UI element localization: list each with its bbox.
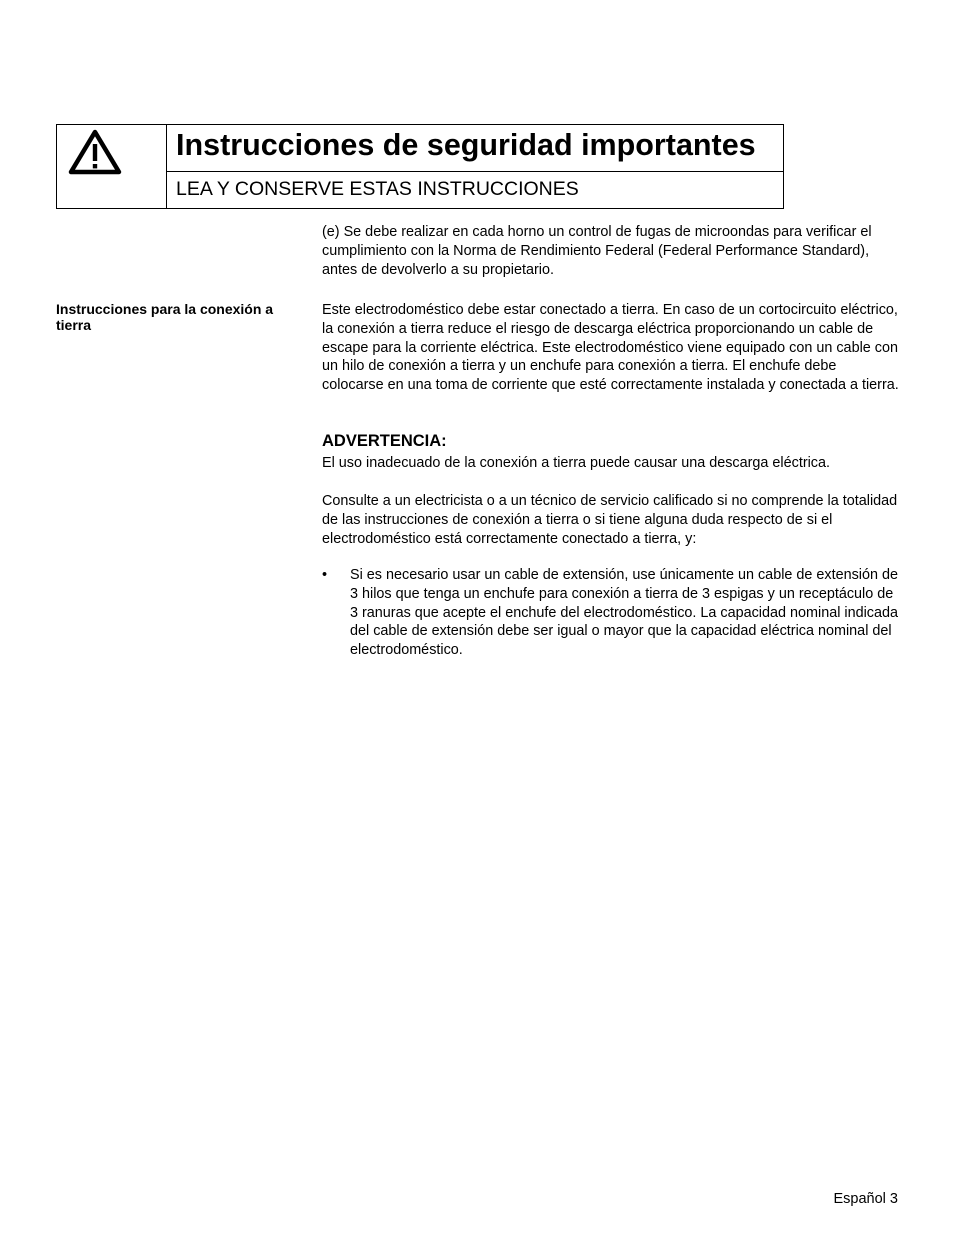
side-heading: Instrucciones para la conexión a tierra bbox=[56, 301, 274, 333]
page-subtitle: LEA Y CONSERVE ESTAS INSTRUCCIONES bbox=[176, 178, 579, 200]
warning-heading: ADVERTENCIA: bbox=[322, 432, 447, 450]
consult-paragraph: Consulte a un electricista o a un técnico de servicio calificado si no comprende la totalidad de las instrucciones de conexión a tierra o si tiene alguna duda respecto de si el electrodoméstico está correctamente conectado a tierra, y: bbox=[322, 493, 898, 547]
grounding-paragraph: Este electrodoméstico debe estar conectado a tierra. En caso de un cortocircuito eléctrico, la conexión a tierra reduce el riesgo de descarga eléctrica proporcionando un cable de escape para la corriente eléctrica. Este electrodoméstico viene equipado con un cable con un hilo de conexión a tierra y un enchufe para conexión a tierra. El enchufe debe colocarse en una toma de corriente que esté correctamente instalada y conectada a tierra. bbox=[322, 302, 899, 394]
bullet-marker: • bbox=[322, 567, 328, 583]
page-title: Instrucciones de seguridad importantes bbox=[176, 128, 756, 162]
safety-header-box bbox=[56, 124, 784, 209]
warning-triangle-icon bbox=[67, 127, 123, 177]
title-cell bbox=[167, 125, 783, 172]
warning-text: El uso inadecuado de la conexión a tierra puede causar una descarga eléctrica. bbox=[322, 455, 831, 471]
intro-paragraph: (e) Se debe realizar en cada horno un control de fugas de microondas para verificar el cumplimiento con la Norma de Rendimiento Federal (Federal Performance Standard), antes de devolverlo a su propietario. bbox=[322, 224, 872, 278]
bullet-item: Si es necesario usar un cable de extensión, use únicamente un cable de extensión de 3 hilos que tenga un enchufe para conexión a tierra de 3 espigas y un receptáculo de 3 ranuras que acepte el enchufe del electrodoméstico. La capacidad nominal indicada del cable de extensión debe ser igual o mayor que la capacidad eléctrica nominal del electrodoméstico. bbox=[350, 567, 899, 659]
page-number: Español 3 bbox=[833, 1191, 898, 1207]
warning-icon-cell bbox=[57, 125, 167, 208]
